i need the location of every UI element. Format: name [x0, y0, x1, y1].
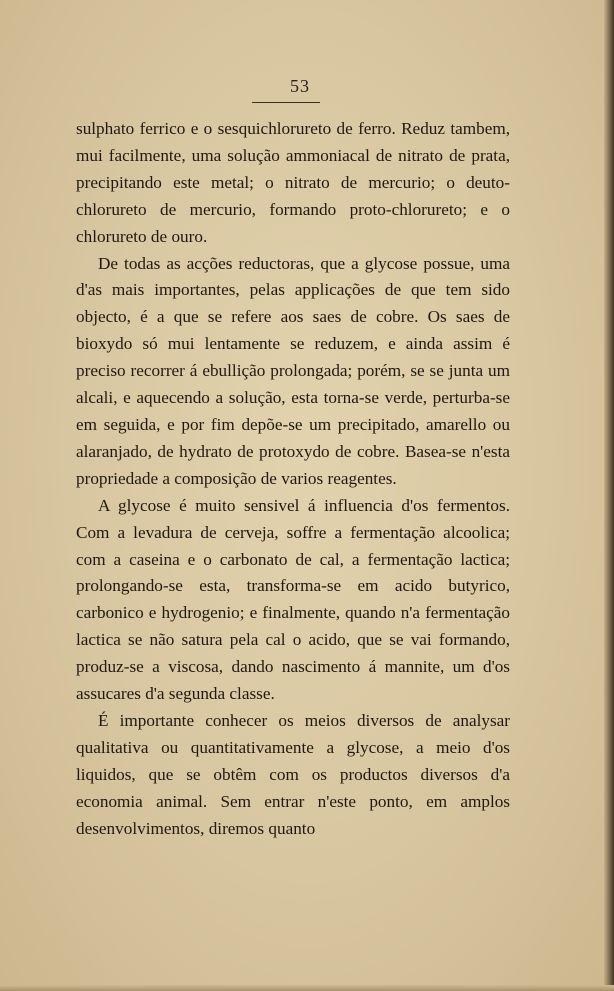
paragraph-3: A glycose é muito sensivel á influencia d'os fermentos. Com a levadura de cerveja, soffre a fermentação alcoolica; com a caseina e o carbonato de cal, a fermentação lactica; prolongando-se esta, transforma-se em acido butyrico, carbonico e hydrogenio; e finalmente, quando n'a fermentação lactica se não satura pela cal o acido, que se vai formando, produz-se a viscosa, dando nascimento á mannite, um d'os assucares d'a segunda classe. — [76, 495, 510, 704]
paragraph-4: É importante conhecer os meios diversos de analysar qualitativa ou quantitativamente a glycose, a meio d'os liquidos, que se obtêm com os productos diversos d'a economia animal. Sem entrar n'este ponto, em amplos desenvolvimentos, diremos quanto — [76, 710, 510, 838]
paragraph-2: De todas as acções reductoras, que a glycose possue, uma d'as mais importantes, pelas applicações de que tem sido objecto, é a que se refere aos saes de cobre. Os saes de bioxydo só mui lentamente se reduzem, e ainda assim é preciso recorrer á ebullição prolongada; porém, se se junta um alcali, e aquecendo a solução, esta torna-se verde, perturba-se em seguida, e por fim depõe-se um precipitado, amarello ou alaranjado, de hydrato de protoxydo de cobre. Basea-se n'esta propriedade a composição de varios reagentes. — [76, 253, 510, 488]
paragraph-1: sulphato ferrico e o sesquichlorureto de ferro. Reduz tambem, mui facilmente, uma solução ammoniacal de nitrato de prata, precipitando este metal; o nitrato de mercurio; o deuto-chlorureto de mercurio, formando proto-chlorureto; e o chlorureto de ouro. — [76, 119, 510, 246]
body-text — [76, 116, 510, 842]
page-edge-right — [604, 0, 614, 991]
page-edge-bottom — [0, 985, 614, 991]
page-number-rule — [252, 102, 320, 103]
page-number: 53 — [290, 76, 310, 96]
